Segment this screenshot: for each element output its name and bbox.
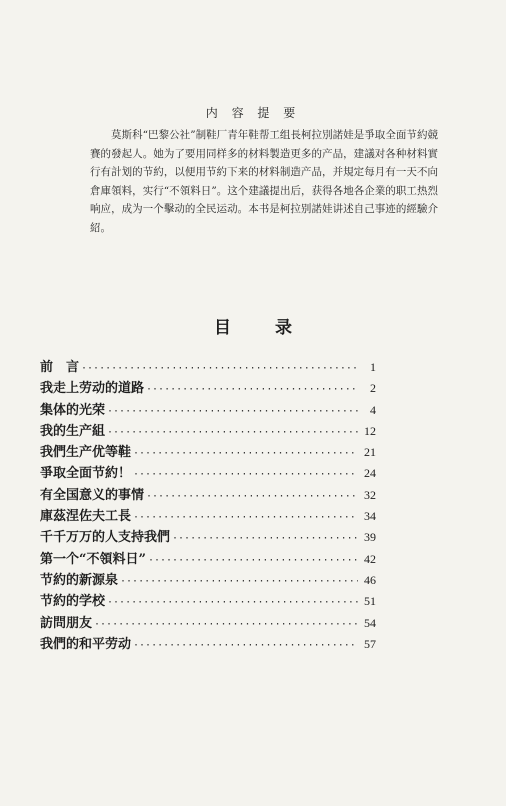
toc-entry-title: 集体的光荣	[40, 402, 106, 418]
toc-entry-page: 51	[364, 594, 376, 609]
toc-heading-char-2: 录	[275, 318, 292, 338]
toc-entry-title: 第一个“不領料日”	[40, 551, 146, 567]
toc-entry[interactable]	[40, 442, 376, 463]
toc-entry[interactable]	[40, 421, 376, 442]
toc-leader-dots	[120, 571, 358, 592]
toc-leader-dots	[107, 401, 358, 422]
toc-entry[interactable]	[40, 485, 376, 506]
toc-entry-title: 我們的和平劳动	[40, 636, 132, 652]
toc-entry-page: 1	[370, 360, 376, 374]
toc-entry-title: 有全国意义的事情	[40, 487, 145, 503]
toc-entry[interactable]	[40, 400, 376, 421]
toc-entry[interactable]	[40, 378, 376, 399]
toc-entry-title: 訪問朋友	[40, 615, 93, 631]
toc-entry[interactable]	[40, 591, 376, 612]
toc-leader-dots	[146, 379, 358, 400]
toc-entry-title: 节約的学校	[40, 594, 106, 610]
toc-entry-title: 我走上劳动的道路	[40, 381, 145, 397]
toc-entry-page: 46	[364, 572, 376, 587]
toc-entry[interactable]	[40, 506, 376, 527]
toc-leader-dots	[133, 464, 358, 485]
summary-heading: 内 容 提 要	[205, 106, 301, 120]
toc-leader-dots	[107, 592, 358, 613]
summary-paragraph: 莫斯科“巴黎公社”制鞋厂青年鞋帮工组長柯拉別諾娃是爭取全面节約競賽的發起人。她为了要用同样多的材料製造更多的产品，建議对各种材料實行有計划的节約，以便用节約下来的材料制造产品，并規定每月有一天不向倉庫領料，实行“不領料日”。这个建議提出后，获得各地各企業的职工热烈响应，成为一个擊动的全民运动。本书是柯拉别諾娃讲述自己事迹的經驗介紹。	[90, 129, 438, 234]
toc-heading-char-1: 目	[214, 318, 231, 338]
toc-leader-dots	[146, 486, 358, 507]
toc-entry-page: 39	[364, 530, 376, 545]
toc-entry-page: 32	[364, 487, 376, 502]
toc-entry[interactable]	[40, 527, 376, 548]
toc-entry-title: 前 言	[40, 360, 80, 375]
toc-entry[interactable]	[40, 613, 376, 634]
toc-leader-dots	[133, 635, 358, 656]
toc-entry-page: 34	[364, 509, 376, 524]
toc-entry-title: 节約的新源泉	[40, 572, 119, 588]
toc-entry-page: 57	[364, 636, 376, 651]
toc-entry-title: 我們生产优等鞋	[40, 445, 132, 461]
table-of-contents	[40, 357, 376, 655]
toc-entry-page: 42	[364, 551, 376, 566]
toc-entry[interactable]	[40, 463, 376, 484]
toc-leader-dots	[133, 443, 358, 464]
toc-entry[interactable]	[40, 634, 376, 655]
toc-entry-page: 54	[364, 615, 376, 630]
toc-entry[interactable]	[40, 549, 376, 570]
toc-entry-title: 我的生产組	[40, 423, 106, 439]
toc-heading	[0, 313, 506, 338]
toc-leader-dots	[148, 550, 358, 571]
toc-leader-dots	[172, 528, 358, 549]
toc-entry-title: 庫茲涅佐夫工長	[40, 509, 132, 525]
toc-leader-dots	[133, 507, 358, 528]
toc-entry-page: 21	[364, 445, 376, 460]
toc-leader-dots	[107, 422, 358, 443]
toc-entry[interactable]	[40, 570, 376, 591]
toc-entry[interactable]	[40, 357, 376, 378]
toc-entry-title: 千千万万的人支持我們	[40, 530, 171, 546]
toc-entry-page: 24	[364, 466, 376, 481]
toc-entry-page: 4	[370, 402, 376, 417]
toc-entry-page: 2	[370, 381, 376, 396]
toc-entry-title: 爭取全面节約！	[40, 466, 132, 482]
toc-entry-page: 12	[364, 423, 376, 438]
toc-leader-dots	[94, 614, 358, 635]
toc-leader-dots	[81, 358, 358, 379]
